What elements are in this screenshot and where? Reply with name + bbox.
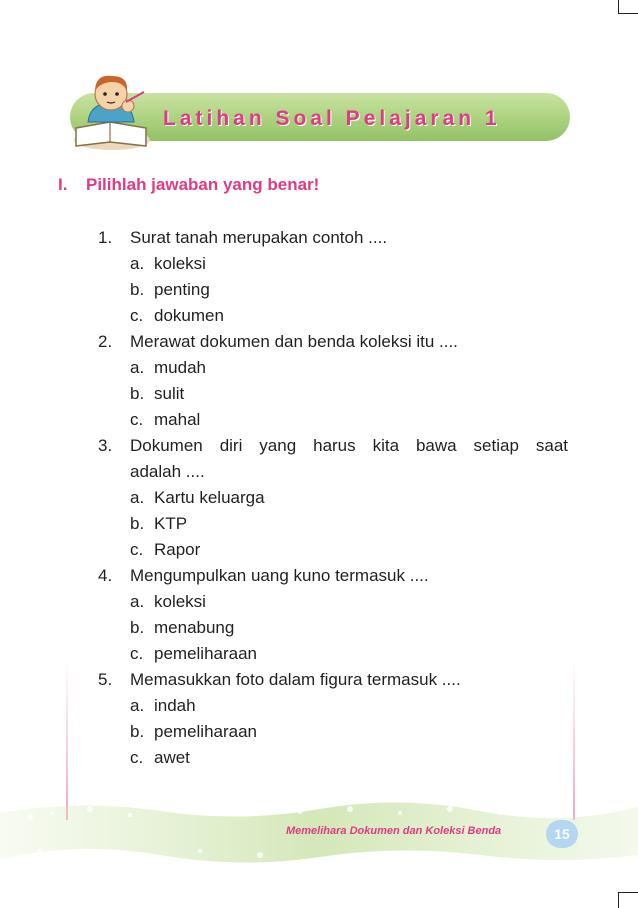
option-letter: c. xyxy=(130,540,144,559)
option xyxy=(130,693,568,719)
option xyxy=(130,745,568,771)
question-text: Dokumen diri yang harus kita bawa setiap saat xyxy=(130,436,568,455)
question-5 xyxy=(98,667,568,693)
option-text: mudah xyxy=(154,358,206,377)
section-instruction: Pilihlah jawaban yang benar! xyxy=(86,175,320,194)
crop-mark-bottom-right-h xyxy=(618,892,638,893)
question-2 xyxy=(98,329,568,355)
option-letter: a. xyxy=(130,254,145,273)
option xyxy=(130,511,568,537)
option-text: awet xyxy=(154,748,190,767)
option-text: KTP xyxy=(154,514,188,533)
option xyxy=(130,355,568,381)
question-3 xyxy=(98,433,568,485)
option xyxy=(130,277,568,303)
section-number: I. xyxy=(58,175,68,194)
question-number: 1. xyxy=(98,228,113,247)
question-text: Merawat dokumen dan benda koleksi itu .... xyxy=(130,332,458,351)
option xyxy=(130,719,568,745)
option-text: sulit xyxy=(154,384,185,403)
option xyxy=(130,485,568,511)
question-text: Mengumpulkan uang kuno termasuk .... xyxy=(130,566,429,585)
question-4 xyxy=(98,563,568,589)
option-text: dokumen xyxy=(154,306,224,325)
option xyxy=(130,407,568,433)
option-letter: b. xyxy=(130,280,145,299)
page-number: 15 xyxy=(546,820,578,848)
option-text: menabung xyxy=(154,618,235,637)
option-letter: a. xyxy=(130,592,145,611)
question-number: 5. xyxy=(98,670,113,689)
option-letter: c. xyxy=(130,748,144,767)
crop-mark-top-right-h xyxy=(618,13,638,14)
chapter-title: Memelihara Dokumen dan Koleksi Benda xyxy=(286,825,502,837)
option xyxy=(130,641,568,667)
question-text-continued: adalah .... xyxy=(130,462,205,481)
option-text: pemeliharaan xyxy=(154,722,258,741)
option-text: koleksi xyxy=(154,592,206,611)
option-letter: a. xyxy=(130,696,145,715)
banner-title: Latihan Soal Pelajaran 1 xyxy=(163,107,501,130)
option-letter: b. xyxy=(130,514,145,533)
option-text: koleksi xyxy=(154,254,206,273)
option-letter: a. xyxy=(130,488,145,507)
option xyxy=(130,537,568,563)
question-number: 2. xyxy=(98,332,113,351)
question-text: Memasukkan foto dalam figura termasuk .... xyxy=(130,670,461,689)
option-letter: c. xyxy=(130,410,144,429)
question-text: Surat tanah merupakan contoh .... xyxy=(130,228,388,247)
question-number: 3. xyxy=(98,436,113,455)
option-letter: a. xyxy=(130,358,145,377)
option-letter: b. xyxy=(130,618,145,637)
option-text: Rapor xyxy=(154,540,201,559)
option-letter: b. xyxy=(130,384,145,403)
option xyxy=(130,615,568,641)
option-letter: c. xyxy=(130,306,144,325)
section-heading xyxy=(58,175,319,195)
option xyxy=(130,381,568,407)
crop-mark-top-right xyxy=(618,0,619,14)
option xyxy=(130,589,568,615)
student-reading-illustration xyxy=(70,68,160,154)
option-text: indah xyxy=(154,696,196,715)
option-text: Kartu keluarga xyxy=(154,488,265,507)
option-letter: b. xyxy=(130,722,145,741)
option-text: pemeliharaan xyxy=(154,644,258,663)
option-letter: c. xyxy=(130,644,144,663)
option xyxy=(130,251,568,277)
crop-mark-bottom-right xyxy=(618,892,619,908)
question-number: 4. xyxy=(98,566,113,585)
option-text: penting xyxy=(154,280,210,299)
option-text: mahal xyxy=(154,410,201,429)
option xyxy=(130,303,568,329)
question-list xyxy=(98,225,568,771)
question-1 xyxy=(98,225,568,251)
